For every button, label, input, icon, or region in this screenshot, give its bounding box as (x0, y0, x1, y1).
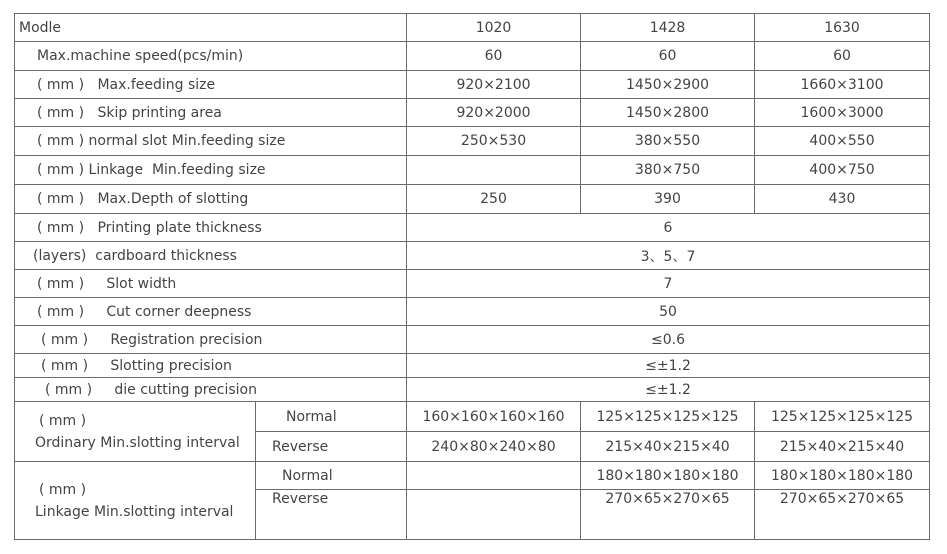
group-label-linkage (15, 462, 256, 540)
row-value: 1450×2900 (581, 71, 755, 99)
table-row (15, 185, 930, 214)
row-value: 180×180×180×180 (581, 462, 755, 490)
shared-value: 6 (407, 214, 930, 242)
shared-value: ≤0.6 (407, 326, 930, 354)
row-value (407, 462, 581, 490)
row-value: 60 (581, 42, 755, 71)
table-row (15, 354, 930, 378)
row-value: 215×40×215×40 (581, 432, 755, 462)
row-value: 1450×2800 (581, 99, 755, 127)
table-row (15, 214, 930, 242)
row-value (407, 156, 581, 185)
row-value: 215×40×215×40 (755, 432, 930, 462)
model-1428: 1428 (581, 14, 755, 42)
table-row (15, 127, 930, 156)
row-value: 250×530 (407, 127, 581, 156)
row-value (407, 490, 581, 540)
group-title: Linkage Min.slotting interval (35, 503, 234, 520)
row-value: 920×2100 (407, 71, 581, 99)
table-row (15, 378, 930, 402)
row-value: 60 (755, 42, 930, 71)
group-label-ordinary (15, 402, 256, 462)
row-value: 400×750 (755, 156, 930, 185)
row-value: 430 (755, 185, 930, 214)
row-label: ( mm ) Printing plate thickness (15, 214, 407, 242)
row-value: 270×65×270×65 (755, 490, 930, 540)
group-unit: ( mm ) (39, 412, 87, 429)
row-label: ( mm ) normal slot Min.feeding size (15, 127, 407, 156)
row-value: 380×550 (581, 127, 755, 156)
model-1630: 1630 (755, 14, 930, 42)
row-value: 380×750 (581, 156, 755, 185)
row-value: 400×550 (755, 127, 930, 156)
row-label: ( mm ) Skip printing area (15, 99, 407, 127)
sub-label: Reverse (256, 490, 407, 540)
sub-label: Normal (256, 402, 407, 432)
row-value: 180×180×180×180 (755, 462, 930, 490)
row-label: ( mm ) Registration precision (15, 326, 407, 354)
sub-label: Normal (256, 462, 407, 490)
row-value: 1600×3000 (755, 99, 930, 127)
table-row (15, 326, 930, 354)
table-row (15, 156, 930, 185)
shared-value: ≤±1.2 (407, 354, 930, 378)
sub-label: Reverse (256, 432, 407, 462)
row-value: 240×80×240×80 (407, 432, 581, 462)
row-label: Max.machine speed(pcs/min) (15, 42, 407, 71)
row-label: ( mm ) Slotting precision (15, 354, 407, 378)
row-label: (layers) cardboard thickness (15, 242, 407, 270)
row-value: 160×160×160×160 (407, 402, 581, 432)
group-unit: ( mm ) (39, 481, 87, 498)
model-label: Modle (15, 14, 407, 42)
shared-value: 50 (407, 298, 930, 326)
row-label: ( mm ) die cutting precision (15, 378, 407, 402)
row-label: ( mm ) Max.feeding size (15, 71, 407, 99)
table-row (15, 99, 930, 127)
row-value: 125×125×125×125 (755, 402, 930, 432)
table-row (15, 242, 930, 270)
row-value: 390 (581, 185, 755, 214)
table-row (15, 298, 930, 326)
shared-value: 7 (407, 270, 930, 298)
model-1020: 1020 (407, 14, 581, 42)
row-label: ( mm ) Linkage Min.feeding size (15, 156, 407, 185)
shared-value: 3、5、7 (407, 242, 930, 270)
row-label: ( mm ) Max.Depth of slotting (15, 185, 407, 214)
row-label: ( mm ) Slot width (15, 270, 407, 298)
row-label: ( mm ) Cut corner deepness (15, 298, 407, 326)
row-value: 250 (407, 185, 581, 214)
table-header-row (15, 14, 930, 42)
row-value: 920×2000 (407, 99, 581, 127)
table-row (15, 462, 930, 490)
table-row (15, 270, 930, 298)
row-value: 270×65×270×65 (581, 490, 755, 540)
group-title: Ordinary Min.slotting interval (35, 434, 240, 451)
shared-value: ≤±1.2 (407, 378, 930, 402)
row-value: 60 (407, 42, 581, 71)
row-value: 125×125×125×125 (581, 402, 755, 432)
table-row (15, 71, 930, 99)
table-row (15, 42, 930, 71)
row-value: 1660×3100 (755, 71, 930, 99)
spec-table (14, 13, 930, 540)
table-row (15, 402, 930, 432)
